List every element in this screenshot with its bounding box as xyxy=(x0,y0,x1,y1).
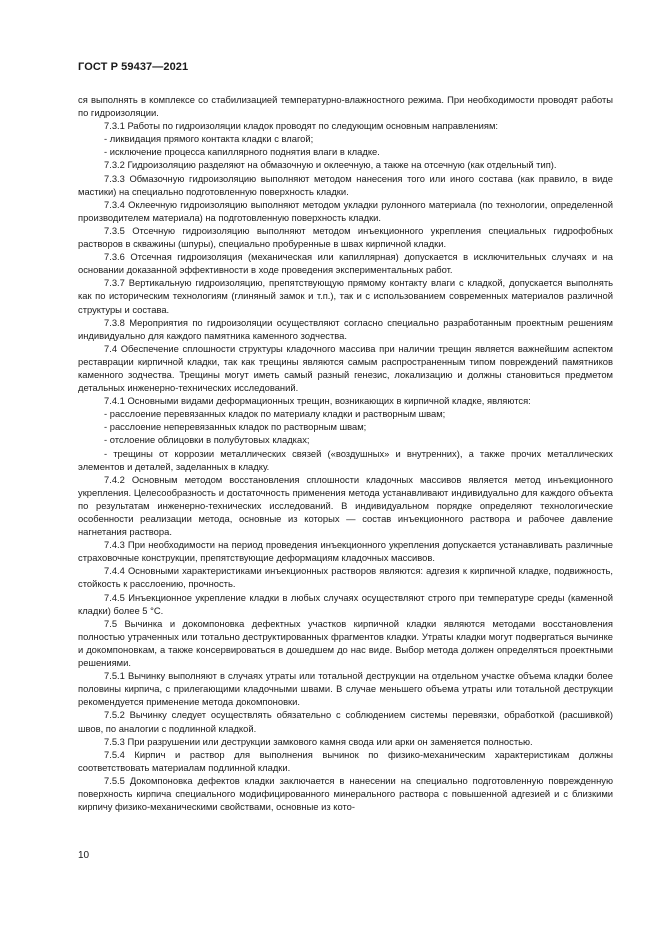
paragraph: 7.3.8 Мероприятия по гидроизоляции осуществляют согласно специально разработанным проектным решениям индивидуально для каждого памятника каменного зодчества. xyxy=(78,316,613,341)
paragraph: 7.4 Обеспечение сплошности структуры кладочного массива при наличии трещин является важнейшим аспектом реставрации кирпичной кладки, так как трещины являются самым распространенным типом повреждений памятников каменного зодчества. Трещины могут иметь самый разный генезис, локализацию и должны становиться предметом детальных инженерно-технических исследований. xyxy=(78,342,613,394)
paragraph: 7.3.2 Гидроизоляцию разделяют на обмазочную и оклеечную, а также на отсечную (как отдельный тип). xyxy=(104,159,557,171)
paragraph: 7.5.1 Вычинку выполняют в случаях утраты или тотальной деструкции на отдельном участке объема кладки более половины кирпича, с прилегающими кладочными швами. В случае меньшего объема утраты или тотальной деструкции рекомендуется применение метода докомпоновки. xyxy=(78,670,613,708)
paragraph: ся выполнять в комплексе со стабилизацией температурно-влажностного режима. При необходимости проводят работы по гидроизоляции. xyxy=(78,94,613,119)
paragraph: 7.5.4 Кирпич и раствор для выполнения вычинок по физико-механическим характеристикам должны соответствовать материалам подлинной кладки. xyxy=(78,748,613,773)
paragraph: 7.4.1 Основными видами деформационных трещин, возникающих в кирпичной кладке, являются: xyxy=(104,395,531,407)
paragraph: 7.4.4 Основными характеристиками инъекционных растворов являются: адгезия к кирпичной кладке, подвижность, стойкость к расслоению, прочность. xyxy=(78,565,613,590)
paragraph: 7.3.6 Отсечная гидроизоляция (механическая или капиллярная) допускается в исключительных случаях и на основании доказанной эффективности в ходе проведения экспериментальных работ. xyxy=(78,251,613,276)
paragraph: 7.3.4 Оклеечную гидроизоляцию выполняют методом укладки рулонного материала (по технологии, определенной производителем материала) на подготовленную поверхность кладки. xyxy=(78,198,613,223)
paragraph: - ликвидация прямого контакта кладки с влагой; xyxy=(104,133,314,145)
paragraph: - расслоение перевязанных кладок по материалу кладки и растворным швам; xyxy=(104,408,446,420)
paragraph: - трещины от коррозии металлических связей («воздушных» и внутренних), а также прочих металлических элементов и деталей, заделанных в кладку. xyxy=(78,447,613,472)
paragraph: 7.5.2 Вычинку следует осуществлять обязательно с соблюдением системы перевязки, обработкой (расшивкой) швов, по аналогии с подлинной кладкой. xyxy=(78,709,613,734)
document-body xyxy=(78,93,613,813)
paragraph: 7.5.3 При разрушении или деструкции замкового камня свода или арки он заменяется полностью. xyxy=(104,735,533,747)
paragraph: 7.4.3 При необходимости на период проведения инъекционного укрепления допускается устанавливать различные страховочные конструкции, препятствующие деформациям кладочных массивов. xyxy=(78,539,613,564)
paragraph: 7.5 Вычинка и докомпоновка дефектных участков кирпичной кладки являются методами восстановления полностью утраченных или тотально деструктированных фрагментов кладки. Утраты кладки могут подвергаться вычинке и докомпоновкам, а также консервироваться в дошедшем до нас виде. Выбор метода должен определяться проектными решениями. xyxy=(78,617,613,669)
paragraph: 7.3.5 Отсечную гидроизоляцию выполняют методом инъекционного укрепления специальных гидрофобных растворов в скважины (шпуры), специально пробуренные в швах кирпичной кладки. xyxy=(78,224,613,250)
page-number: 10 xyxy=(78,850,90,861)
paragraph: 7.4.5 Инъекционное укрепление кладки в любых случаях осуществляют строго при температуре среды (каменной кладки) более 5 °С. xyxy=(78,591,613,616)
paragraph: - расслоение неперевязанных кладок по растворным швам; xyxy=(104,421,367,433)
document-header: ГОСТ Р 59437—2021 xyxy=(78,61,189,73)
paragraph: - отслоение облицовки в полубутовых кладках; xyxy=(104,434,310,446)
paragraph: 7.5.5 Докомпоновка дефектов кладки заключается в нанесении на специально подготовленную поврежденную поверхность кирпича специального модифицированного минерального раствора с повышенной адгезией и с близкими кирпичу физико-механическими свойствами, основные из кото- xyxy=(78,774,613,813)
paragraph: 7.4.2 Основным методом восстановления сплошности кладочных массивов является метод инъекционного укрепления. Целесообразность и достаточность применения метода устанавливают индивидуально для каждого объекта по результатам инженерно-технических исследований. В индивидуальном порядке определяют технологические особенности реализации метода, основные из которых — состав инъекционного раствора и рабочее давление нагнетания раствора. xyxy=(78,473,613,538)
paragraph: - исключение процесса капиллярного поднятия влаги в кладке. xyxy=(104,146,380,158)
paragraph: 7.3.7 Вертикальную гидроизоляцию, препятствующую прямому контакту влаги с кладкой, допускается выполнять как по историческим технологиям (глиняный замок и т.п.), так и с использованием современных материалов различной структуры и состава. xyxy=(78,277,613,315)
paragraph: 7.3.3 Обмазочную гидроизоляцию выполняют методом нанесения того или иного состава (как правило, в виде мастики) на специально подготовленную поверхность кладки. xyxy=(78,172,613,197)
paragraph: 7.3.1 Работы по гидроизоляции кладок проводят по следующим основным направлениям: xyxy=(104,120,498,132)
